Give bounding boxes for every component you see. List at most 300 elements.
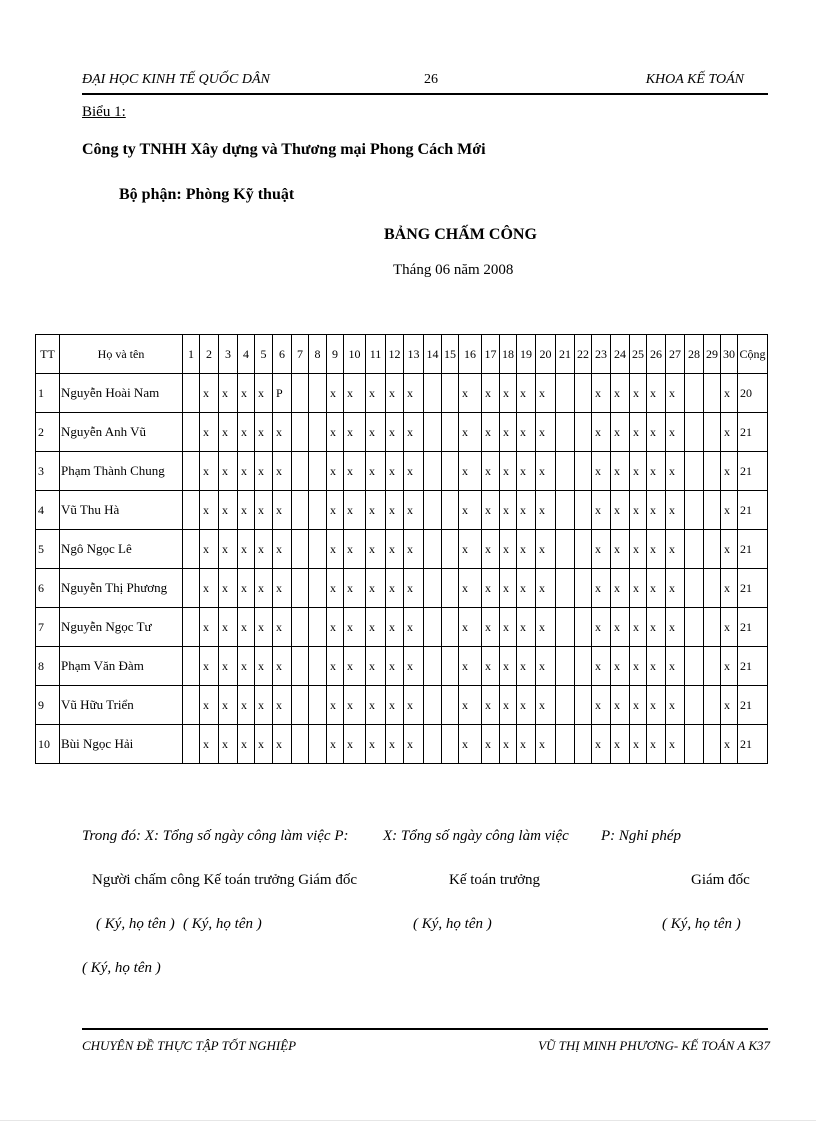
attendance-mark: x [482,530,500,569]
attendance-mark: x [344,608,366,647]
caption: Biểu 1: [82,104,126,120]
attendance-mark: x [630,491,647,530]
attendance-mark: x [459,608,482,647]
attendance-mark [556,686,575,725]
attendance-mark: x [255,686,273,725]
attendance-mark: x [721,608,738,647]
attendance-mark [292,608,309,647]
attendance-mark: x [404,413,424,452]
attendance-mark [685,374,704,413]
attendance-mark: x [219,608,238,647]
attendance-mark [556,413,575,452]
attendance-mark [309,452,327,491]
attendance-mark: x [592,413,611,452]
sign-note-b: ( Ký, họ tên ) [183,916,262,932]
attendance-mark: x [666,725,685,764]
department: Bộ phận: Phòng Kỹ thuật [119,186,295,203]
attendance-mark: x [238,413,255,452]
attendance-mark: x [647,530,666,569]
attendance-mark: x [482,686,500,725]
attendance-mark: x [219,452,238,491]
col-header-day-8: 8 [309,335,327,374]
attendance-mark: x [219,647,238,686]
row-number: 9 [36,686,60,725]
attendance-mark: x [238,686,255,725]
attendance-mark: x [459,725,482,764]
attendance-mark: x [327,608,344,647]
col-header-day-22: 22 [575,335,592,374]
attendance-mark: x [482,452,500,491]
attendance-mark [442,608,459,647]
col-header-day-9: 9 [327,335,344,374]
col-header-name: Họ và tên [60,335,183,374]
legend-text-3: P: Nghỉ phép [601,828,681,844]
row-total: 20 [738,374,768,413]
attendance-mark: x [366,452,386,491]
attendance-mark: x [344,374,366,413]
attendance-mark: x [630,452,647,491]
attendance-mark [442,569,459,608]
employee-name: Phạm Văn Đàm [60,647,183,686]
attendance-mark: x [273,608,292,647]
attendance-mark: x [344,647,366,686]
attendance-mark: x [200,647,219,686]
attendance-mark: x [386,374,404,413]
attendance-mark: x [611,374,630,413]
attendance-mark: x [647,569,666,608]
attendance-mark: x [404,452,424,491]
footer-right: VŨ THỊ MINH PHƯƠNG- KẾ TOÁN A K37 [538,1038,770,1053]
attendance-mark: x [386,647,404,686]
attendance-mark: x [721,725,738,764]
attendance-mark: x [666,530,685,569]
attendance-mark: x [500,530,517,569]
attendance-mark: x [459,530,482,569]
row-total: 21 [738,647,768,686]
attendance-mark: x [255,491,273,530]
attendance-mark: x [238,647,255,686]
attendance-mark: x [536,725,556,764]
attendance-mark [575,686,592,725]
attendance-mark: x [536,374,556,413]
attendance-mark: x [517,530,536,569]
attendance-mark: x [219,569,238,608]
attendance-mark: x [386,725,404,764]
row-number: 4 [36,491,60,530]
attendance-mark [685,647,704,686]
attendance-mark: x [647,608,666,647]
legend-text-1: Trong đó: X: Tổng số ngày công làm việc P: [82,828,349,844]
attendance-mark: x [200,491,219,530]
page-number: 26 [424,72,438,87]
attendance-mark: x [630,374,647,413]
table-header-row [36,335,768,374]
sign-note-e: ( Ký, họ tên ) [82,960,161,976]
attendance-mark: x [344,413,366,452]
row-number: 10 [36,725,60,764]
col-header-day-12: 12 [386,335,404,374]
attendance-mark: x [344,491,366,530]
attendance-mark: x [500,725,517,764]
attendance-mark [575,374,592,413]
footer-rule [82,1028,768,1030]
attendance-mark: x [255,608,273,647]
attendance-mark [424,686,442,725]
attendance-mark [575,452,592,491]
attendance-mark: x [592,374,611,413]
attendance-mark: x [255,569,273,608]
attendance-mark: x [404,725,424,764]
attendance-mark: x [611,530,630,569]
attendance-mark: x [238,569,255,608]
attendance-mark: x [404,686,424,725]
attendance-mark: x [500,569,517,608]
attendance-mark: x [536,452,556,491]
attendance-mark: x [200,530,219,569]
table-row [36,413,768,452]
attendance-mark [442,413,459,452]
attendance-mark [685,686,704,725]
attendance-mark: x [482,569,500,608]
attendance-mark: x [500,452,517,491]
attendance-mark: x [459,686,482,725]
attendance-mark: x [459,452,482,491]
attendance-mark: x [517,608,536,647]
attendance-mark: x [273,569,292,608]
attendance-mark: x [404,530,424,569]
attendance-mark [685,569,704,608]
attendance-mark [309,608,327,647]
attendance-mark: x [666,608,685,647]
attendance-mark [309,686,327,725]
row-number: 2 [36,413,60,452]
attendance-mark: x [255,530,273,569]
row-total: 21 [738,452,768,491]
attendance-mark [309,530,327,569]
attendance-mark: x [647,725,666,764]
attendance-mark [424,608,442,647]
table-row [36,686,768,725]
attendance-mark: P [273,374,292,413]
attendance-mark [704,647,721,686]
attendance-mark: x [630,725,647,764]
attendance-mark: x [592,491,611,530]
attendance-mark: x [517,725,536,764]
attendance-mark: x [327,647,344,686]
attendance-mark: x [536,686,556,725]
attendance-mark: x [482,374,500,413]
attendance-mark: x [273,530,292,569]
attendance-mark: x [327,413,344,452]
attendance-mark: x [630,530,647,569]
col-header-day-10: 10 [344,335,366,374]
attendance-mark: x [219,491,238,530]
col-header-day-20: 20 [536,335,556,374]
attendance-mark: x [344,569,366,608]
attendance-mark [442,725,459,764]
attendance-mark: x [327,452,344,491]
attendance-mark [183,647,200,686]
col-header-tt: TT [36,335,60,374]
attendance-mark: x [366,608,386,647]
attendance-mark: x [459,413,482,452]
attendance-mark: x [386,413,404,452]
attendance-mark [183,452,200,491]
attendance-mark [442,686,459,725]
attendance-mark: x [273,647,292,686]
attendance-mark: x [386,530,404,569]
attendance-mark: x [630,413,647,452]
col-header-day-27: 27 [666,335,685,374]
attendance-mark: x [482,725,500,764]
attendance-mark: x [517,413,536,452]
attendance-mark [442,647,459,686]
col-header-day-11: 11 [366,335,386,374]
attendance-mark: x [536,569,556,608]
attendance-mark: x [517,686,536,725]
attendance-mark [424,374,442,413]
attendance-mark: x [611,608,630,647]
attendance-mark: x [273,686,292,725]
row-total: 21 [738,569,768,608]
attendance-mark [442,374,459,413]
period: Tháng 06 năm 2008 [393,262,514,278]
attendance-mark: x [536,413,556,452]
attendance-mark: x [592,647,611,686]
col-header-day-28: 28 [685,335,704,374]
employee-name: Vũ Hữu Triển [60,686,183,725]
attendance-mark: x [592,686,611,725]
attendance-mark: x [611,413,630,452]
col-header-day-1: 1 [183,335,200,374]
attendance-mark: x [366,530,386,569]
attendance-mark [575,725,592,764]
attendance-mark: x [327,374,344,413]
attendance-mark [556,725,575,764]
attendance-mark: x [500,608,517,647]
attendance-mark: x [200,725,219,764]
attendance-mark: x [517,647,536,686]
attendance-mark: x [255,413,273,452]
attendance-mark: x [273,725,292,764]
attendance-mark: x [500,647,517,686]
row-number: 6 [36,569,60,608]
attendance-mark [424,530,442,569]
signature-titles: Người chấm công Kế toán trưởng Giám đốc [92,872,357,888]
attendance-mark [183,686,200,725]
attendance-mark: x [666,647,685,686]
attendance-mark: x [327,530,344,569]
attendance-mark: x [273,452,292,491]
attendance-mark [292,452,309,491]
attendance-mark [292,530,309,569]
sign-note-a: ( Ký, họ tên ) [96,916,175,932]
attendance-mark: x [482,413,500,452]
attendance-mark: x [238,452,255,491]
attendance-mark: x [721,413,738,452]
attendance-mark [704,413,721,452]
attendance-mark [556,569,575,608]
attendance-mark: x [386,452,404,491]
attendance-mark: x [517,374,536,413]
attendance-mark: x [721,374,738,413]
attendance-mark: x [344,686,366,725]
attendance-mark: x [647,374,666,413]
attendance-mark: x [219,374,238,413]
col-header-total: Cộng [738,335,768,374]
attendance-mark [424,569,442,608]
table-row [36,491,768,530]
attendance-mark: x [482,647,500,686]
col-header-day-24: 24 [611,335,630,374]
attendance-mark [292,569,309,608]
attendance-mark [575,413,592,452]
attendance-mark [424,491,442,530]
attendance-mark: x [611,491,630,530]
attendance-table [35,334,768,764]
employee-name: Nguyễn Ngọc Tư [60,608,183,647]
attendance-mark: x [238,725,255,764]
attendance-mark: x [404,374,424,413]
attendance-mark: x [630,608,647,647]
attendance-mark [704,491,721,530]
row-number: 7 [36,608,60,647]
attendance-mark [292,374,309,413]
attendance-mark: x [482,491,500,530]
attendance-mark: x [666,413,685,452]
attendance-mark: x [647,647,666,686]
col-header-day-29: 29 [704,335,721,374]
table-row [36,647,768,686]
attendance-mark: x [647,452,666,491]
attendance-mark [292,413,309,452]
col-header-day-30: 30 [721,335,738,374]
col-header-day-19: 19 [517,335,536,374]
attendance-mark: x [500,686,517,725]
col-header-day-7: 7 [292,335,309,374]
attendance-mark: x [517,452,536,491]
col-header-day-2: 2 [200,335,219,374]
attendance-mark: x [592,452,611,491]
attendance-mark [292,647,309,686]
attendance-mark: x [404,647,424,686]
attendance-mark [556,530,575,569]
col-header-day-21: 21 [556,335,575,374]
attendance-mark: x [666,374,685,413]
attendance-mark: x [255,452,273,491]
attendance-mark [183,530,200,569]
attendance-mark: x [255,647,273,686]
attendance-mark: x [344,530,366,569]
attendance-mark: x [536,491,556,530]
attendance-mark: x [386,491,404,530]
employee-name: Vũ Thu Hà [60,491,183,530]
col-header-day-13: 13 [404,335,424,374]
attendance-mark [424,452,442,491]
attendance-mark [183,608,200,647]
row-number: 5 [36,530,60,569]
attendance-mark [704,569,721,608]
attendance-mark: x [366,491,386,530]
attendance-mark: x [344,725,366,764]
attendance-mark: x [666,452,685,491]
attendance-mark: x [611,647,630,686]
attendance-mark [704,725,721,764]
attendance-mark: x [273,491,292,530]
col-header-day-26: 26 [647,335,666,374]
attendance-mark: x [386,608,404,647]
attendance-mark [309,647,327,686]
table-row [36,530,768,569]
attendance-mark: x [200,608,219,647]
attendance-mark [575,530,592,569]
attendance-mark: x [366,374,386,413]
attendance-mark: x [327,569,344,608]
attendance-mark: x [273,413,292,452]
col-header-day-18: 18 [500,335,517,374]
attendance-mark: x [666,569,685,608]
attendance-mark [685,725,704,764]
attendance-mark: x [327,491,344,530]
attendance-mark: x [366,413,386,452]
row-number: 1 [36,374,60,413]
attendance-mark: x [630,686,647,725]
table-row [36,725,768,764]
attendance-mark: x [200,374,219,413]
footer-left: CHUYÊN ĐỀ THỰC TẬP TỐT NGHIỆP [82,1038,297,1053]
attendance-mark: x [611,725,630,764]
col-header-day-6: 6 [273,335,292,374]
attendance-mark: x [404,608,424,647]
attendance-mark [309,374,327,413]
attendance-mark: x [200,452,219,491]
attendance-mark: x [459,491,482,530]
row-number: 3 [36,452,60,491]
header-right: KHOA KẾ TOÁN [645,72,744,87]
attendance-mark: x [200,569,219,608]
attendance-mark: x [611,452,630,491]
attendance-mark: x [482,608,500,647]
employee-name: Phạm Thành Chung [60,452,183,491]
attendance-mark [556,452,575,491]
attendance-mark: x [459,569,482,608]
row-total: 21 [738,491,768,530]
attendance-mark: x [219,530,238,569]
attendance-mark: x [647,686,666,725]
attendance-mark [685,608,704,647]
attendance-mark [309,491,327,530]
attendance-mark: x [592,530,611,569]
attendance-mark [442,452,459,491]
col-header-day-4: 4 [238,335,255,374]
attendance-mark: x [536,608,556,647]
attendance-mark [424,647,442,686]
attendance-mark [704,530,721,569]
attendance-mark [309,725,327,764]
row-number: 8 [36,647,60,686]
attendance-mark [575,491,592,530]
attendance-mark: x [366,686,386,725]
attendance-mark: x [386,686,404,725]
attendance-mark: x [327,686,344,725]
attendance-mark [292,686,309,725]
col-header-day-14: 14 [424,335,442,374]
attendance-mark [183,491,200,530]
attendance-mark: x [592,608,611,647]
attendance-mark [183,569,200,608]
attendance-mark: x [344,452,366,491]
attendance-mark: x [366,569,386,608]
